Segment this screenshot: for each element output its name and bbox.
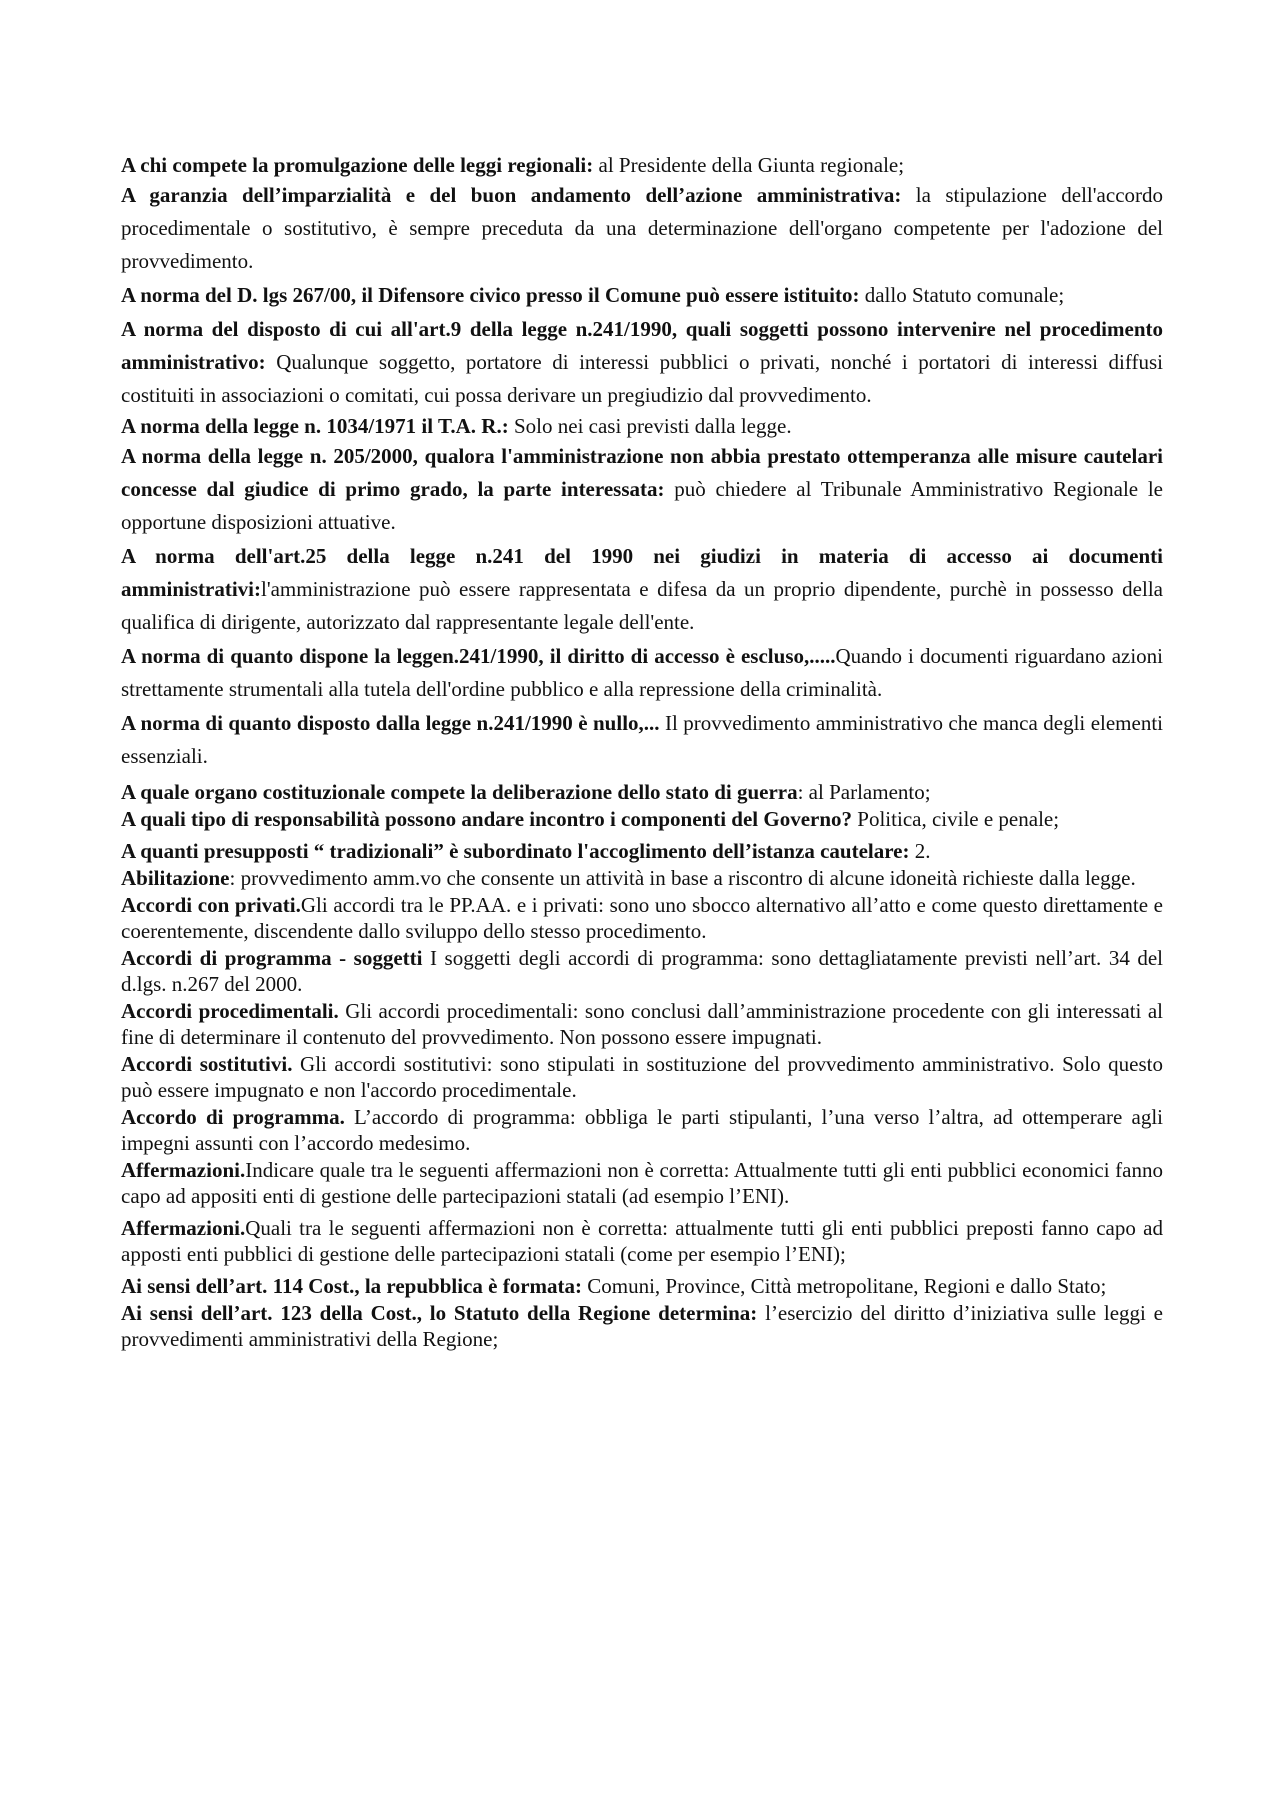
entry-term: Affermazioni. [121,1216,246,1240]
entry-term: A norma della legge n. 205/2000, qualora l'amministrazione non abbia prestato ottemperanza alle misure cautelari concesse dal giudice di primo grado, la parte interessata: [121,444,1163,501]
entry-answer: Quando i documenti riguardano azioni strettamente strumentali alla tutela dell'ordine pubblico e alla repressione della criminalità. [121,644,1164,701]
glossary-entry [121,1157,1163,1209]
glossary-entry [121,313,1163,412]
entry-answer: L’accordo di programma: obbliga le parti stipulanti, l’una verso l’altra, ad ottemperare agli impegni assunti con l’accordo medesimo. [121,1105,1163,1155]
entry-term: Ai sensi dell’art. 123 della Cost., lo Statuto della Regione determina: [121,1301,758,1325]
glossary-entry [121,707,1163,773]
glossary-content [121,152,1163,1353]
entry-term: A norma del disposto di cui all'art.9 della legge n.241/1990, quali soggetti possono intervenire nel procedimento amministrativo: [121,317,1163,374]
entry-term: Accordi procedimentali. [121,999,339,1023]
entry-answer: Quali tra le seguenti affermazioni non è corretta: attualmente tutti gli enti pubblici preposti fanno capo ad apposti enti pubblici di gestione delle partecipazioni statali (come per esempio l’ENI); [121,1216,1163,1266]
entry-term: A norma di quanto dispone la leggen.241/1990, il diritto di accesso è escluso,..... [121,644,836,668]
entry-answer: Comuni, Province, Città metropolitane, Regioni e dallo Stato; [582,1274,1107,1298]
entry-answer: I soggetti degli accordi di programma: sono dettagliatamente previsti nell’art. 34 del d.lgs. n.267 del 2000. [121,946,1164,996]
entry-term: Affermazioni. [121,1158,246,1182]
entry-term: Accordi sostitutivi. [121,1052,293,1076]
entry-term: A norma dell'art.25 della legge n.241 del 1990 nei giudizi in materia di accesso ai documenti amministrativi: [121,544,1163,601]
glossary-entry [121,179,1163,278]
entry-answer: Solo nei casi previsti dalla legge. [508,414,792,438]
entry-term: A norma del D. lgs 267/00, il Difensore civico presso il Comune può essere istituito: [121,283,860,307]
entry-answer: : al Parlamento; [797,780,931,804]
entry-answer: può chiedere al Tribunale Amministrativo Regionale le opportune disposizioni attuative. [121,477,1163,534]
glossary-entry [121,806,1163,832]
glossary-entry [121,540,1163,639]
entry-answer: dallo Statuto comunale; [859,283,1065,307]
entry-term: Abilitazione [121,866,230,890]
entry-term: A norma della legge n. 1034/1971 il T.A. R.: [121,414,509,438]
glossary-entry [121,838,1163,864]
entry-answer: Il provvedimento amministrativo che manca degli elementi essenziali. [121,711,1163,768]
glossary-entry [121,892,1163,944]
entry-answer: al Presidente della Giunta regionale; [593,153,905,177]
entry-term: Accordi con privati. [121,893,301,917]
entry-term: Ai sensi dell’art. 114 Cost., la repubblica è formata: [121,1274,582,1298]
entry-answer: la stipulazione dell'accordo procedimentale o sostitutivo, è sempre preceduta da una determinazione dell'organo competente per l'adozione del provvedimento. [121,183,1164,273]
glossary-entry [121,152,1163,178]
glossary-entry [121,1273,1163,1299]
entry-term: Accordi di programma - soggetti [121,946,423,970]
entry-answer: l'amministrazione può essere rappresentata e difesa da un proprio dipendente, purchè in possesso della qualifica di dirigente, autorizzato dal rappresentante legale dell'ente. [121,577,1163,634]
entry-answer: Qualunque soggetto, portatore di interessi pubblici o privati, nonché i portatori di interessi diffusi costituiti in associazioni o comitati, cui possa derivare un pregiudizio dal provvedimento. [121,350,1163,407]
entry-term: A norma di quanto disposto dalla legge n.241/1990 è nullo,... [121,711,660,735]
glossary-entry [121,440,1163,539]
glossary-entry [121,779,1163,805]
entry-answer: : provvedimento amm.vo che consente un attività in base a riscontro di alcune idoneità richieste dalla legge. [229,866,1136,890]
entry-answer: Gli accordi procedimentali: sono conclusi dall’amministrazione procedente con gli interessati al fine di determinare il contenuto del provvedimento. Non possono essere impugnati. [121,999,1163,1049]
glossary-entry [121,1051,1163,1103]
glossary-entry [121,279,1163,312]
glossary-entry [121,945,1163,997]
glossary-entry [121,413,1163,439]
glossary-entry [121,640,1163,706]
entry-term: A quale organo costituzionale compete la deliberazione dello stato di guerra [121,780,798,804]
entry-answer: Indicare quale tra le seguenti affermazioni non è corretta: Attualmente tutti gli enti pubblici economici fanno capo ad appositi enti di gestione delle partecipazioni statali (ad esempio l’ENI). [121,1158,1163,1208]
entry-term: A quali tipo di responsabilità possono andare incontro i componenti del Governo? [121,807,853,831]
entry-answer: Gli accordi sostitutivi: sono stipulati in sostituzione del provvedimento amministrativo. Solo questo può essere impugnato e non l'accordo procedimentale. [121,1052,1164,1102]
entry-term: A garanzia dell’imparzialità e del buon andamento dell’azione amministrativa: [121,183,902,207]
entry-term: A chi compete la promulgazione delle leggi regionali: [121,153,594,177]
glossary-entry [121,1215,1163,1267]
glossary-entry [121,1104,1163,1156]
entry-answer: Politica, civile e penale; [852,807,1060,831]
glossary-entry [121,865,1163,891]
glossary-entry [121,998,1163,1050]
glossary-entry [121,1300,1163,1352]
entry-term: Accordo di programma. [121,1105,345,1129]
entry-answer: l’esercizio del diritto d’iniziativa sulle leggi e provvedimenti amministrativi della Regione; [121,1301,1163,1351]
entry-term: A quanti presupposti “ tradizionali” è subordinato l'accoglimento dell’istanza cautelare: [121,839,910,863]
entry-answer: Gli accordi tra le PP.AA. e i privati: sono uno sbocco alternativo all’atto e come questo direttamente e coerentemente, discendente dallo sviluppo dello stesso procedimento. [121,893,1163,943]
entry-answer: 2. [909,839,931,863]
